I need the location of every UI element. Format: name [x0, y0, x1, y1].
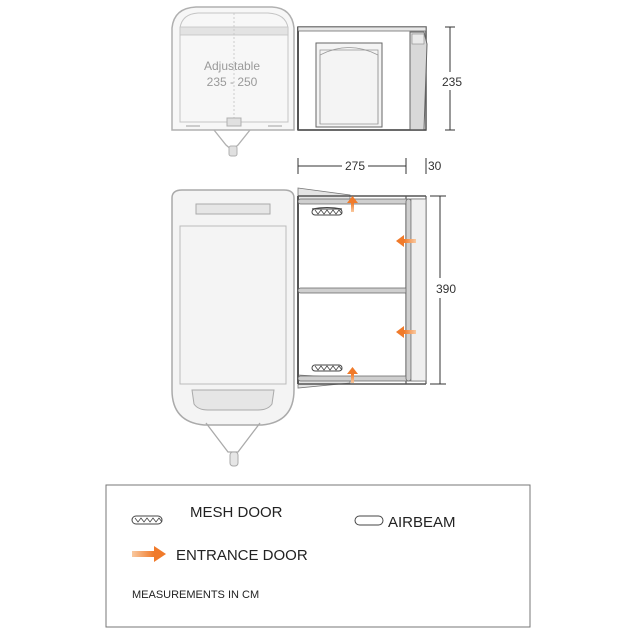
measurements-note: MEASUREMENTS IN CM [132, 589, 260, 601]
airbeam-legend-label: AIRBEAM [388, 514, 456, 531]
mesh-door-legend-icon [132, 516, 162, 524]
mesh-door-legend-label: MESH DOOR [190, 504, 283, 521]
airbeam-tubes [298, 199, 426, 381]
extra-depth-label: 30 [428, 159, 442, 173]
width-label: 390 [436, 282, 457, 296]
adjustable-label: Adjustable [203, 59, 261, 73]
adjustable-range: 235 - 250 [206, 75, 258, 89]
mesh-door-bottom [312, 365, 342, 371]
airbeam-legend-icon [355, 516, 383, 525]
caravan-plan-outline [172, 190, 294, 466]
plan-view [172, 188, 456, 466]
awning-plan-outline [298, 188, 426, 388]
depth-label: 275 [344, 159, 366, 173]
mesh-door-top [312, 208, 342, 216]
height-label: 235 [442, 75, 463, 89]
front-view [172, 7, 462, 156]
legend-box [106, 485, 530, 627]
entrance-door-legend-label: ENTRANCE DOOR [176, 547, 308, 564]
awning-front-outline [298, 27, 427, 130]
